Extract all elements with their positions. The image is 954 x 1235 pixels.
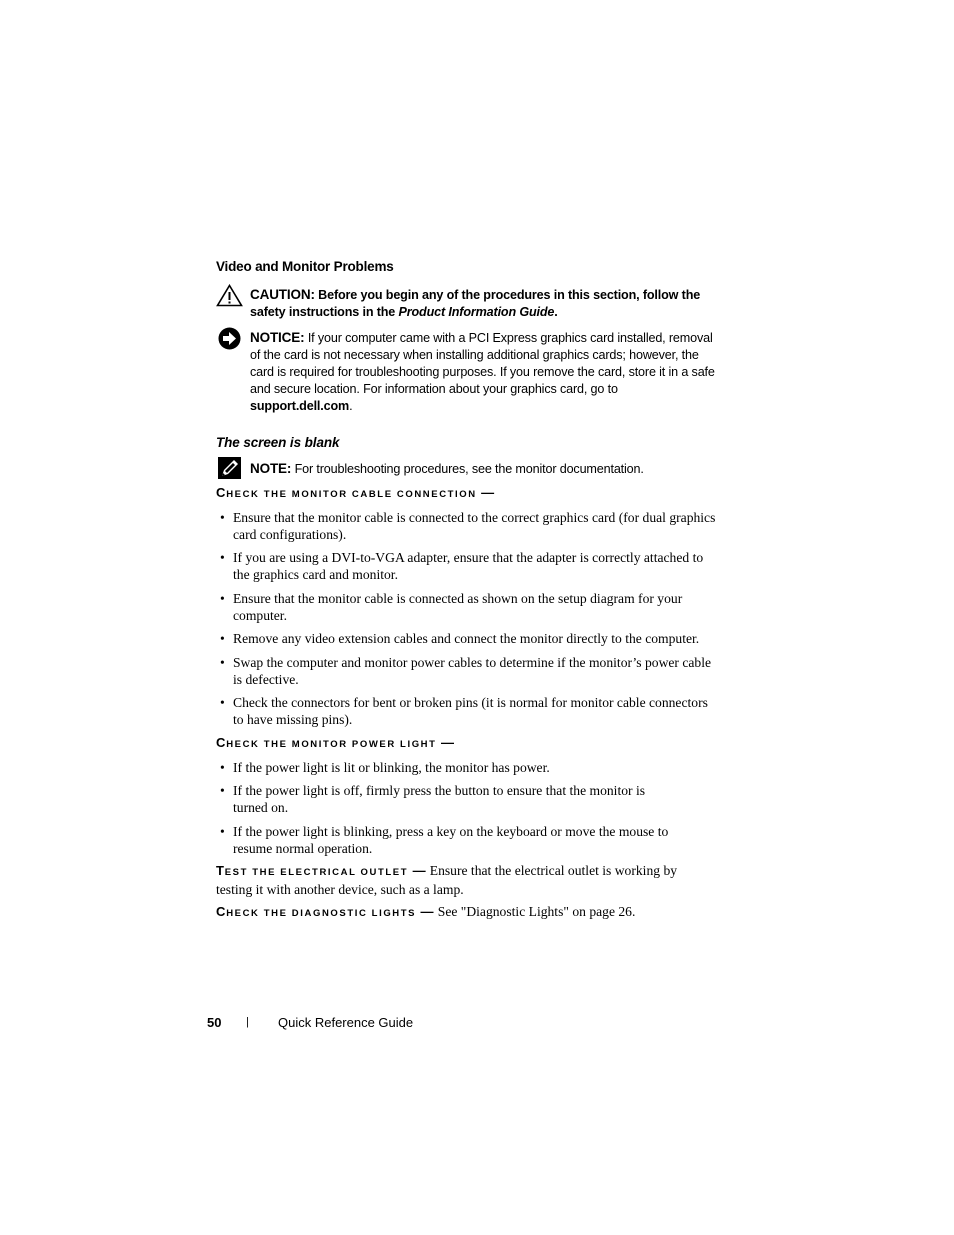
list-item: • If the power light is off, firmly press the button to ensure that the monitor is turned on. <box>216 782 721 816</box>
power-check-list <box>216 759 721 857</box>
outlet-test-heading-rest: EST THE ELECTRICAL OUTLET <box>224 867 409 878</box>
cable-check-list <box>216 509 721 728</box>
list-item: • Remove any video extension cables and connect the monitor directly to the computer. <box>216 630 721 647</box>
warning-triangle-icon <box>216 284 243 307</box>
diag-check-heading <box>216 904 434 919</box>
notice-arrow-icon <box>218 327 241 350</box>
list-item: • Check the connectors for bent or broken pins (it is normal for monitor cable connectors to have missing pins). <box>216 694 721 728</box>
power-check-dash: — <box>440 735 455 750</box>
notice-block <box>250 329 720 415</box>
note-label: NOTE: <box>250 461 292 476</box>
notice-label: NOTICE: <box>250 330 305 345</box>
list-item: • Ensure that the monitor cable is connected as shown on the setup diagram for your computer. <box>216 590 721 624</box>
cable-check-heading <box>216 485 495 500</box>
section-title: Video and Monitor Problems <box>216 259 394 274</box>
note-pencil-icon <box>218 457 241 479</box>
caution-label: CAUTION: <box>250 287 315 302</box>
product-information-guide-title: Product Information Guide <box>398 305 555 319</box>
list-item: • Ensure that the monitor cable is connected to the correct graphics card (for dual graphics card configurations). <box>216 509 721 543</box>
note-text: For troubleshooting procedures, see the monitor documentation. <box>294 462 644 476</box>
diag-check-paragraph <box>216 903 721 922</box>
caution-block <box>250 286 720 321</box>
cable-check-heading-rest: HECK THE MONITOR CABLE CONNECTION <box>226 489 477 500</box>
note-block <box>250 460 720 478</box>
support-link[interactable]: support.dell.com <box>250 399 350 413</box>
diag-check-heading-rest: HECK THE DIAGNOSTIC LIGHTS <box>226 908 417 919</box>
footer-separator: | <box>246 1016 249 1028</box>
caution-text: Before you begin any of the procedures in this section, follow the safety instructions in the <box>250 288 701 319</box>
subsection-title: The screen is blank <box>216 435 340 450</box>
power-check-heading <box>216 735 455 750</box>
power-check-heading-cap: C <box>216 735 227 750</box>
diag-check-heading-cap: C <box>216 904 227 919</box>
caution-period: . <box>554 305 558 319</box>
power-check-heading-rest: HECK THE MONITOR POWER LIGHT <box>226 739 437 750</box>
list-item: • If you are using a DVI-to-VGA adapter, ensure that the adapter is correctly attached to the graphics card and monitor. <box>216 549 721 583</box>
list-item: • If the power light is blinking, press a key on the keyboard or move the mouse to resume normal operation. <box>216 823 721 857</box>
outlet-test-heading-cap: T <box>216 863 225 878</box>
outlet-test-text: Ensure that the electrical outlet is working by testing it with another device, such as a lamp. <box>216 863 678 897</box>
outlet-test-heading <box>216 863 426 878</box>
diag-check-dash: — <box>420 904 435 919</box>
outlet-test-dash: — <box>412 863 427 878</box>
notice-text: If your computer came with a PCI Express graphics card installed, removal of the card is not necessary when installing additional graphics cards; however, the card is required for troubleshooting purposes. If you remove the card, store it in a safe and secure location. For information about your graphics card, go to <box>250 331 715 396</box>
notice-period: . <box>349 399 353 413</box>
footer-title: Quick Reference Guide <box>278 1015 414 1030</box>
list-item: • If the power light is lit or blinking, the monitor has power. <box>216 759 721 776</box>
list-item: • Swap the computer and monitor power cables to determine if the monitor’s power cable is defective. <box>216 654 721 688</box>
outlet-test-paragraph <box>216 862 696 898</box>
diag-check-text: See "Diagnostic Lights" on page 26. <box>437 904 636 919</box>
cable-check-dash: — <box>481 485 495 500</box>
cable-check-heading-cap: C <box>216 485 227 500</box>
page-number: 50 <box>207 1015 222 1030</box>
